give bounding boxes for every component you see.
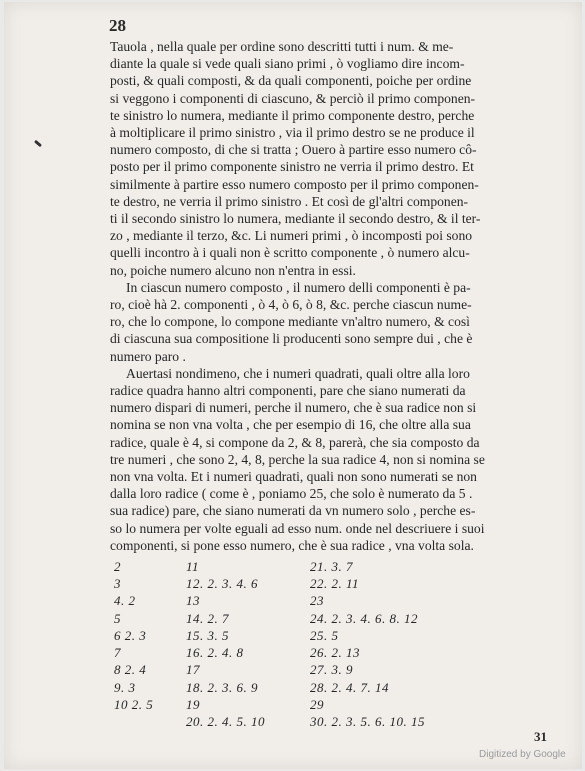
- text-line: si veggono i componenti di ciascuno, & perciò il primo componen-: [110, 90, 476, 106]
- text-line: componenti, si pone esso numero, che è sua radice , vna volta sola.: [110, 537, 474, 553]
- table-cell: 7: [114, 645, 121, 661]
- text-line: te sinistro lo numera, mediante il primo componente destro, perche: [110, 107, 475, 123]
- table-cell: 26. 2. 13: [310, 645, 360, 661]
- table-cell: 23: [310, 593, 324, 609]
- text-line: di ciascuna sua compositione li producenti sono sempre dui , che è: [110, 331, 473, 347]
- table-cell: 27. 3. 9: [310, 662, 353, 678]
- table-cell: 2: [114, 558, 121, 574]
- body-text: [110, 38, 544, 554]
- text-line: so lo numera per volte eguali ad esso num. onde nel descriuere i suoi: [110, 520, 485, 536]
- text-line: te destro, ne verria il primo sinistro . Et così de gl'altri componen-: [110, 193, 469, 209]
- table-row: [114, 662, 480, 679]
- table-cell: 17: [186, 662, 200, 678]
- page-number: 28: [109, 16, 126, 35]
- text-line: sua radice) pare, che siano numerati da vn numero solo , perche es-: [110, 503, 476, 519]
- table-row: [114, 679, 480, 696]
- text-line: In ciascun numero composto , il numero delli componenti è pa-: [126, 279, 471, 295]
- table-row: [114, 610, 480, 627]
- table-row: [114, 714, 480, 731]
- text-line: similmente à partire esso numero composto per il primo componen-: [110, 176, 479, 192]
- table-cell: 9. 3: [114, 679, 136, 695]
- table-cell: 3: [114, 575, 121, 591]
- text-line: dalla loro radice ( come è , poniamo 25, che solo è numerato da 5 .: [110, 486, 473, 502]
- table-cell: 11: [186, 558, 200, 574]
- table-cell: 18. 2. 3. 6. 9: [186, 679, 258, 695]
- table-cell: 16. 2. 4. 8: [186, 645, 244, 661]
- text-line: à moltiplicare il primo sinistro , via il primo destro se ne produce il: [110, 125, 475, 141]
- table-cell: 10 2. 5: [114, 697, 154, 713]
- google-watermark: Digitized by Google: [479, 749, 566, 760]
- paragraph: [110, 365, 544, 554]
- table-row: [114, 644, 480, 661]
- table-cell: 15. 3. 5: [186, 627, 229, 643]
- paragraph: [110, 279, 544, 365]
- footer-page-number: 31: [534, 729, 547, 744]
- table-cell: [114, 714, 186, 731]
- text-line: numero paro .: [110, 348, 186, 364]
- text-line: posto per il primo componente sinistro ne verria il primo destro. Et: [110, 159, 474, 175]
- table-cell: 24. 2. 3. 4. 6. 8. 12: [310, 610, 418, 626]
- text-line: nomina se non vna volta , che per esempio di 16, che oltre alla sua: [110, 417, 471, 433]
- book-page: [4, 2, 582, 769]
- text-line: radice, quale è 4, si compone da 2, & 8, parerà, che sia composto da: [110, 434, 480, 450]
- table-cell: 30. 2. 3. 5. 6. 10. 15: [310, 714, 425, 730]
- table-row: [114, 696, 480, 713]
- factor-table: [114, 558, 480, 731]
- table-cell: 20. 2. 4. 5. 10: [186, 714, 265, 730]
- text-line: numero dispari di numeri, perche il numero, che è sua radice non si: [110, 400, 477, 416]
- table-cell: 4. 2: [114, 593, 136, 609]
- text-line: radice quadra hanno altri componenti, pare che siano numerati da: [110, 383, 466, 399]
- text-line: quelli incontro à i quali non è scritto componente , ò numero alcu-: [110, 245, 470, 261]
- table-row: [114, 575, 480, 592]
- text-line: no, poiche numero alcuno non n'entra in essi.: [110, 262, 356, 278]
- paragraph: [110, 38, 544, 279]
- text-line: Auertasi nondimeno, che i numeri quadrati, quali oltre alla loro: [126, 365, 470, 381]
- table-row: [114, 593, 480, 610]
- text-line: non vna volta. Et i numeri quadrati, quali non sono numerati se non: [110, 469, 477, 485]
- text-line: ro, che lo compone, lo compone mediante vn'altro numero, & così: [110, 314, 470, 330]
- text-line: ro, cioè hà 2. componenti , ò 4, ò 6, ò 8, &c. perche ciascun nume-: [110, 297, 472, 313]
- table-cell: 21. 3. 7: [310, 558, 353, 574]
- table-cell: 28. 2. 4. 7. 14: [310, 679, 389, 695]
- table-cell: 19: [186, 697, 200, 713]
- table-cell: 5: [114, 610, 121, 626]
- text-line: tre numeri , che sono 2, 4, 8, perche la sua radice 4, non si nomina se: [110, 451, 485, 467]
- table-row: [114, 558, 480, 575]
- text-line: Tauola , nella quale per ordine sono descritti tutti i num. & me-: [110, 39, 454, 54]
- text-line: posti, & quali composti, & da quali componenti, poiche per ordine: [110, 73, 472, 89]
- table-cell: 22. 2. 11: [310, 575, 360, 591]
- table-row: [114, 627, 480, 644]
- table-cell: 8 2. 4: [114, 662, 147, 678]
- table-cell: 13: [186, 593, 200, 609]
- text-line: zo , mediante il terzo, &c. Li numeri primi , ò incomposti poi sono: [110, 228, 473, 244]
- text-line: diante la quale si vede quali siano primi , ò vogliamo dire incom-: [110, 56, 465, 72]
- table-cell: 6 2. 3: [114, 627, 147, 643]
- table-cell: 25. 5: [310, 627, 339, 643]
- ink-mark: [34, 140, 42, 147]
- text-line: numero composto, di che si tratta ; Ouero à partire esso numero cô-: [110, 142, 477, 158]
- text-line: ti il secondo sinistro lo numera, mediante il secondo destro, & il ter-: [110, 211, 481, 227]
- table-cell: 12. 2. 3. 4. 6: [186, 575, 258, 591]
- table-cell: 14. 2. 7: [186, 610, 229, 626]
- table-cell: 29: [310, 697, 324, 713]
